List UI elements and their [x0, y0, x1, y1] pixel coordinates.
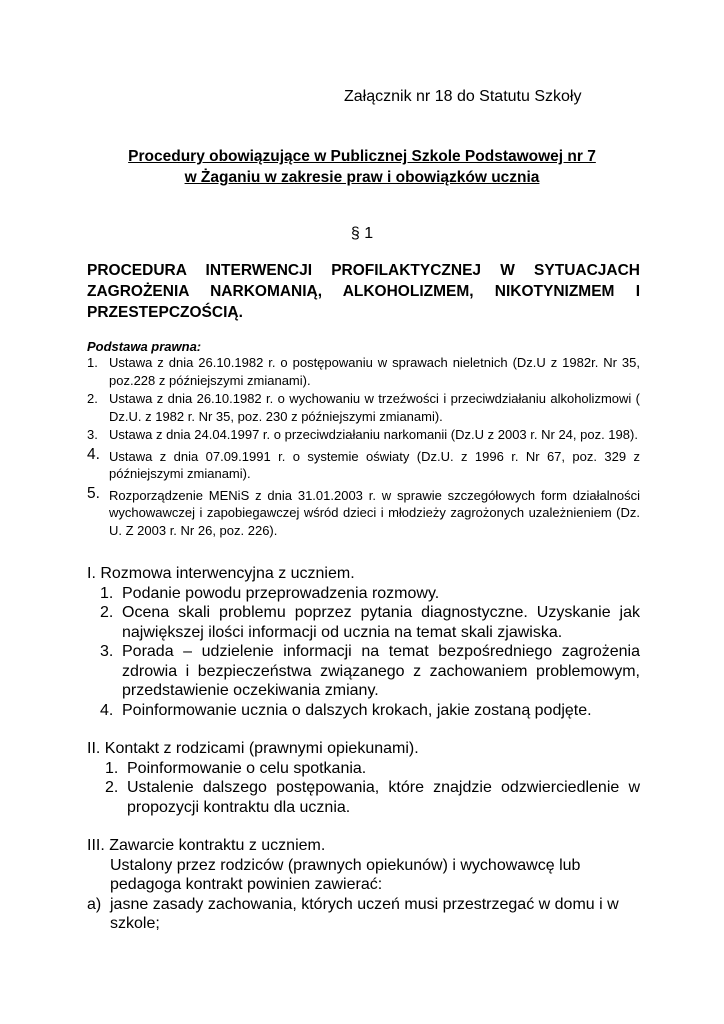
item-number: 4.: [100, 701, 114, 719]
section-item: [87, 603, 640, 642]
section-item: [87, 778, 640, 817]
legal-basis-number: 1.: [87, 355, 98, 370]
procedure-heading: PROCEDURA INTERWENCJI PROFILAKTYCZNEJ W SYTUACJACH ZAGROŻENIA NARKOMANIĄ, ALKOHOLIZMEM, NIKOTYNIZMEM I PRZESTEPCZOŚCIĄ.: [87, 262, 640, 321]
legal-basis-number: 3.: [87, 427, 98, 442]
section-item: [87, 895, 640, 934]
item-number: 1.: [100, 584, 114, 602]
item-text: Porada – udzielenie informacji na temat bezpośredniego zagrożenia zdrowia i bezpieczeństwa związanego z zachowaniem problemowym, przedstawienie oczekiwania zmiany.: [122, 643, 640, 699]
item-number: 2.: [105, 779, 119, 796]
annex-label: Załącznik nr 18 do Statutu Szkoły: [344, 88, 582, 105]
section-item: [87, 759, 640, 779]
legal-basis-item: [87, 445, 640, 483]
item-text: Ustalenie dalszego postępowania, które znajdzie odzwierciedlenie w propozycji kontraktu dla ucznia.: [127, 779, 640, 816]
legal-basis-item: [87, 354, 640, 389]
legal-basis-item: [87, 390, 640, 425]
item-text: Ocena skali problemu poprzez pytania diagnostyczne. Uzyskanie jak największej ilości informacji od ucznia na temat skali zjawiska.: [122, 604, 640, 641]
section-item: [87, 701, 640, 721]
section-intro: Ustalony przez rodziców (prawnych opiekunów) i wychowawcę lub pedagoga kontrakt powinien zawierać:: [110, 856, 581, 893]
section-title: III. Zawarcie kontraktu z uczniem.: [87, 837, 326, 854]
legal-basis-text: Ustawa z dnia 24.04.1997 r. o przeciwdziałaniu narkomanii (Dz.U z 2003 r. Nr 24, poz. 198).: [109, 427, 638, 442]
legal-basis-item: [87, 426, 640, 444]
section-interview: [87, 564, 640, 720]
legal-basis-text: Rozporządzenie MENiS z dnia 31.01.2003 r. w sprawie szczegółowych form działalności wychowawczej i zapobiegawczej wśród dzieci i młodzieży zagrożonych uzależnieniem (Dz. U. Z 2003 r. Nr 26, poz. 226).: [109, 487, 640, 538]
item-number: a): [87, 895, 102, 913]
legal-basis-list: [87, 354, 640, 539]
document-title-line1: Procedury obowiązujące w Publicznej Szkole Podstawowej nr 7: [128, 148, 596, 165]
section-contract: [87, 836, 640, 934]
procedure-sections: [87, 564, 640, 953]
item-number: 3.: [100, 643, 114, 660]
section-item: [87, 642, 640, 701]
item-number: 2.: [100, 604, 114, 621]
section-title: I. Rozmowa interwencyjna z uczniem.: [87, 565, 355, 582]
legal-basis-text: Ustawa z dnia 26.10.1982 r. o wychowaniu w trzeźwości i przeciwdziałaniu alkoholizmowi ( Dz.U. z 1982 r. Nr 35, poz. 230 z późniejszymi zmianami).: [109, 391, 640, 424]
item-text: Poinformowanie ucznia o dalszych krokach, jakie zostaną podjęte.: [122, 701, 592, 719]
item-text: Poinformowanie o celu spotkania.: [127, 759, 367, 777]
section-title: II. Kontakt z rodzicami (prawnymi opiekunami).: [87, 740, 419, 757]
legal-basis-item: [87, 484, 640, 540]
section-parents: [87, 739, 640, 817]
section-item: [87, 584, 640, 604]
document-title: [80, 146, 644, 188]
document-title-line2: w Żaganiu w zakresie praw i obowiązków ucznia: [184, 169, 540, 186]
paragraph-mark: § 1: [350, 225, 374, 242]
item-text: Podanie powodu przeprowadzenia rozmowy.: [122, 584, 440, 602]
legal-basis-number: 4.: [87, 445, 100, 463]
legal-basis-number: 5.: [87, 484, 100, 502]
item-text: jasne zasady zachowania, których uczeń musi przestrzegać w domu i w szkole;: [110, 895, 619, 932]
legal-basis-text: Ustawa z dnia 26.10.1982 r. o postępowaniu w sprawach nieletnich (Dz.U z 1982r. Nr 35, poz.228 z późniejszymi zmianami).: [109, 355, 640, 388]
item-number: 1.: [105, 759, 119, 777]
legal-basis-number: 2.: [87, 391, 98, 406]
legal-basis-label: Podstawa prawna:: [87, 339, 202, 354]
legal-basis-text: Ustawa z dnia 07.09.1991 r. o systemie oświaty (Dz.U. z 1996 r. Nr 67, poz. 329 z późniejszymi zmianami).: [109, 448, 640, 481]
